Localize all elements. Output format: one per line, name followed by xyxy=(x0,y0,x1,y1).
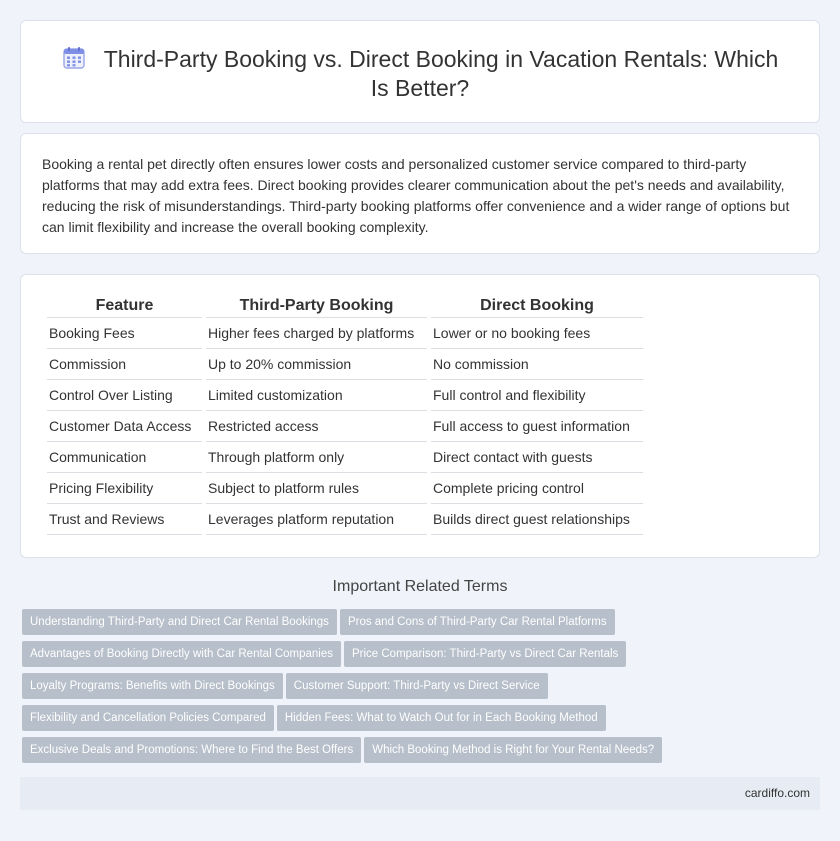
table-cell: Leverages platform reputation xyxy=(206,504,427,535)
table-cell: Control Over Listing xyxy=(47,380,202,411)
related-term-link[interactable]: Advantages of Booking Directly with Car Rental Companies xyxy=(22,641,341,667)
comparison-table xyxy=(43,297,647,535)
tag-row xyxy=(22,705,822,737)
calendar-icon xyxy=(62,46,86,70)
tag-row xyxy=(22,737,822,769)
footer-site-link[interactable]: cardiffo.com xyxy=(744,786,810,800)
table-cell: Limited customization xyxy=(206,380,427,411)
table-row xyxy=(47,442,643,473)
table-cell: Through platform only xyxy=(206,442,427,473)
table-cell: Booking Fees xyxy=(47,318,202,349)
related-term-link[interactable]: Pros and Cons of Third-Party Car Rental Platforms xyxy=(340,609,615,635)
column-header-direct: Direct Booking xyxy=(431,297,643,318)
table-cell: Direct contact with guests xyxy=(431,442,643,473)
table-cell: Trust and Reviews xyxy=(47,504,202,535)
tag-row xyxy=(22,673,822,705)
table-cell: Pricing Flexibility xyxy=(47,473,202,504)
intro-paragraph: Booking a rental pet directly often ensures lower costs and personalized customer service compared to third-party platforms that may add extra fees. Direct booking provides clearer communication about the pet's needs and availability, reducing the risk of misunderstandings. Third-party booking platforms offer convenience and a wider range of options but can limit flexibility and increase the overall booking complexity. xyxy=(42,156,790,235)
table-row xyxy=(47,349,643,380)
table-cell: Full control and flexibility xyxy=(431,380,643,411)
tag-row xyxy=(22,609,822,641)
column-header-feature: Feature xyxy=(47,297,202,318)
related-term-link[interactable]: Exclusive Deals and Promotions: Where to Find the Best Offers xyxy=(22,737,361,763)
table-row xyxy=(47,318,643,349)
table-cell: Full access to guest information xyxy=(431,411,643,442)
table-row xyxy=(47,473,643,504)
related-terms-title: Important Related Terms xyxy=(332,578,508,595)
table-cell: Up to 20% commission xyxy=(206,349,427,380)
table-row xyxy=(47,504,643,535)
page-title: Third-Party Booking vs. Direct Booking in Vacation Rentals: Which Is Better? xyxy=(103,46,779,101)
table-row xyxy=(47,380,643,411)
intro-card xyxy=(20,133,820,254)
related-term-link[interactable]: Understanding Third-Party and Direct Car Rental Bookings xyxy=(22,609,337,635)
column-header-third-party: Third-Party Booking xyxy=(206,297,427,318)
table-cell: No commission xyxy=(431,349,643,380)
comparison-card xyxy=(20,274,820,558)
table-cell: Subject to platform rules xyxy=(206,473,427,504)
related-term-link[interactable]: Which Booking Method is Right for Your Rental Needs? xyxy=(364,737,662,763)
related-term-link[interactable]: Price Comparison: Third-Party vs Direct Car Rentals xyxy=(344,641,626,667)
tag-row xyxy=(22,641,822,673)
table-header-row xyxy=(47,297,643,318)
table-cell: Communication xyxy=(47,442,202,473)
table-cell: Lower or no booking fees xyxy=(431,318,643,349)
table-cell: Restricted access xyxy=(206,411,427,442)
related-term-link[interactable]: Customer Support: Third-Party vs Direct Service xyxy=(286,673,548,699)
table-row xyxy=(47,411,643,442)
related-term-link[interactable]: Hidden Fees: What to Watch Out for in Each Booking Method xyxy=(277,705,606,731)
table-cell: Customer Data Access xyxy=(47,411,202,442)
related-term-link[interactable]: Flexibility and Cancellation Policies Compared xyxy=(22,705,274,731)
related-terms-list xyxy=(22,609,822,769)
table-cell: Builds direct guest relationships xyxy=(431,504,643,535)
header-card xyxy=(20,20,820,123)
table-cell: Commission xyxy=(47,349,202,380)
related-term-link[interactable]: Loyalty Programs: Benefits with Direct Bookings xyxy=(22,673,283,699)
table-cell: Complete pricing control xyxy=(431,473,643,504)
page-header xyxy=(21,45,819,103)
footer xyxy=(20,777,820,810)
table-cell: Higher fees charged by platforms xyxy=(206,318,427,349)
